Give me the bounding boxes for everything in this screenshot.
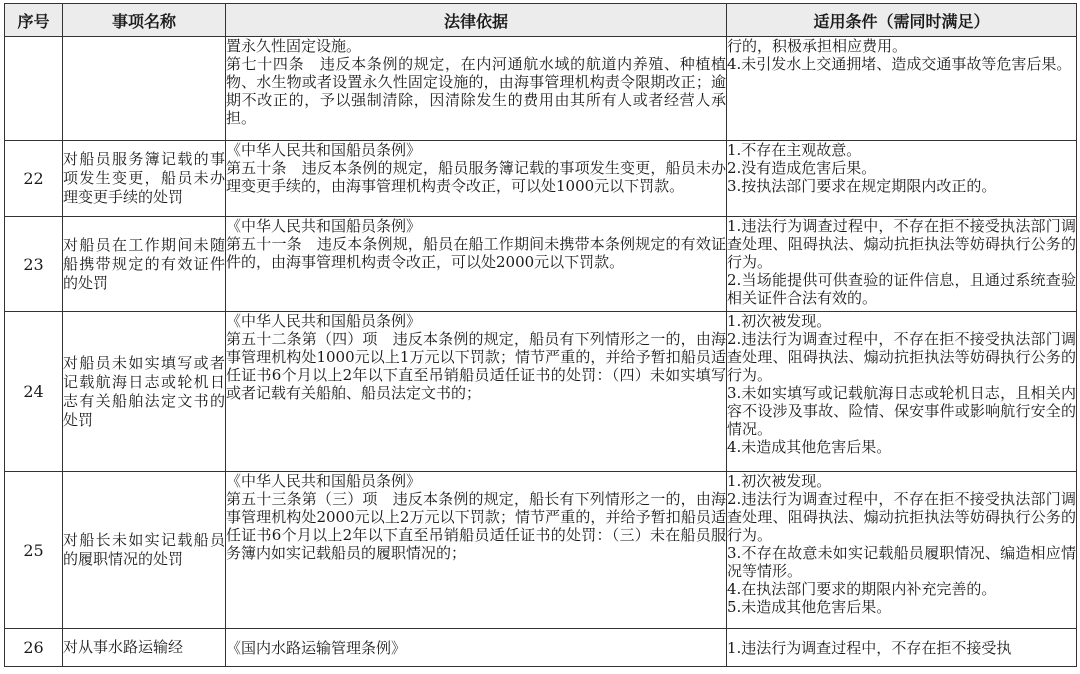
table-row [5, 629, 1077, 667]
table-row [5, 312, 1077, 472]
condition-line: 行的，积极承担相应费用。 [727, 37, 908, 55]
conditions [727, 217, 1077, 312]
condition-line: 2.没有造成危害后果。 [727, 159, 877, 177]
basis-line: 置永久性固定设施。 [226, 37, 362, 55]
condition-line: 4.未引发水上交通拥堵、造成交通事故等危害后果。 [727, 55, 1072, 73]
row-number [5, 37, 63, 141]
header-legal-basis: 法律依据 [226, 4, 727, 37]
legal-basis [226, 217, 727, 312]
table-row [5, 37, 1077, 141]
condition-line: 3.按执法部门要求在规定期限内改正的。 [727, 177, 997, 195]
condition-line: 2.违法行为调查过程中，不存在拒不接受执法部门调查处理、阻碍执法、煽动抗拒执法等妨碍执行公务的行为。 [727, 330, 1076, 384]
basis-line: 第五十一条 违反本条例规，船员在船工作期间未携带本条例规定的有效证件的，由海事管理机构责令改正，可以处2000元以下罚款。 [226, 235, 726, 271]
row-number: 23 [5, 217, 63, 312]
basis-line: 《国内水路运输管理条例》 [226, 638, 407, 657]
legal-basis [226, 37, 727, 141]
row-number: 25 [5, 472, 63, 629]
basis-line: 第五十二条第（四）项 违反本条例的规定，船员有下列情形之一的，由海事管理机构处1000元以上1万元以下罚款；情节严重的，并给予暂扣船员适任证书6个月以上2年以下直至吊销船员适任证书的处罚：（四）未如实填写或者记载有关船舶、船员法定文书的； [226, 330, 726, 402]
conditions [727, 141, 1077, 217]
header-item-name: 事项名称 [63, 4, 226, 37]
condition-line: 3.未如实填写或记载航海日志或轮机日志，且相关内容不设涉及事故、险情、保安事件或影响航行安全的情况。 [727, 384, 1076, 438]
basis-line: 第七十四条 违反本条例的规定，在内河通航水域的航道内养殖、种植植物、水生物或者设置永久性固定设施的，由海事管理机构责令限期改正；逾期不改正的，予以强制清除，因清除发生的费用由其所有人或者经营人承担。 [226, 55, 726, 127]
basis-line: 《中华人民共和国船员条例》 [226, 312, 422, 330]
regulation-table [4, 3, 1077, 667]
condition-line: 1.初次被发现。 [727, 472, 832, 490]
item-name: 对从事水路运输经 [63, 629, 226, 667]
basis-line: 《中华人民共和国船员条例》 [226, 217, 422, 235]
item-name [63, 37, 226, 141]
item-name: 对船长未如实记载船员的履职情况的处罚 [63, 472, 226, 629]
condition-line: 3.不存在故意未如实记载船员履职情况、编造相应情况等情形。 [727, 544, 1076, 580]
legal-basis [226, 472, 727, 629]
item-name: 对船员未如实填写或者记载航海日志或轮机日志有关船舶法定文书的处罚 [63, 312, 226, 472]
row-number: 22 [5, 141, 63, 217]
condition-line: 4.在执法部门要求的期限内补充完善的。 [727, 580, 997, 598]
conditions [727, 629, 1077, 667]
table-row [5, 472, 1077, 629]
item-name: 对船员在工作期间未随船携带规定的有效证件的处罚 [63, 217, 226, 312]
header-conditions: 适用条件（需同时满足） [727, 4, 1077, 37]
basis-line: 《中华人民共和国船员条例》 [226, 472, 422, 490]
header-no: 序号 [5, 4, 63, 37]
legal-basis [226, 312, 727, 472]
conditions [727, 37, 1077, 141]
row-number: 26 [5, 629, 63, 667]
basis-line: 第五十三条第（三）项 违反本条例的规定，船长有下列情形之一的，由海事管理机构处2000元以上2万元以下罚款；情节严重的，并给予暂扣船员适任证书6个月以上2年以下直至吊销船员适任证书的处罚：（三）未在船员服务簿内如实记载船员的履职情况的； [226, 490, 726, 562]
item-name: 对船员服务簿记载的事项发生变更，船员未办理变更手续的处罚 [63, 141, 226, 217]
condition-line: 1.初次被发现。 [727, 312, 832, 330]
condition-line: 2.当场能提供可供查验的证件信息，且通过系统查验相关证件合法有效的。 [727, 271, 1076, 307]
conditions [727, 472, 1077, 629]
condition-line: 4.未造成其他危害后果。 [727, 438, 892, 456]
header-row [5, 4, 1077, 37]
table-row [5, 217, 1077, 312]
table-row [5, 141, 1077, 217]
condition-line: 5.未造成其他危害后果。 [727, 598, 892, 616]
condition-line: 1.违法行为调查过程中，不存在拒不接受执 [727, 638, 1012, 657]
condition-line: 1.违法行为调查过程中，不存在拒不接受执法部门调查处理、阻碍执法、煽动抗拒执法等妨碍执行公务的行为。 [727, 217, 1076, 271]
conditions [727, 312, 1077, 472]
row-number: 24 [5, 312, 63, 472]
legal-basis [226, 141, 727, 217]
basis-line: 《中华人民共和国船员条例》 [226, 141, 422, 159]
condition-line: 1.不存在主观故意。 [727, 141, 862, 159]
legal-basis [226, 629, 727, 667]
condition-line: 2.违法行为调查过程中，不存在拒不接受执法部门调查处理、阻碍执法、煽动抗拒执法等妨碍执行公务的行为。 [727, 490, 1076, 544]
basis-line: 第五十条 违反本条例的规定，船员服务簿记载的事项发生变更，船员未办理变更手续的，由海事管理机构责令改正，可以处1000元以下罚款。 [226, 159, 726, 195]
